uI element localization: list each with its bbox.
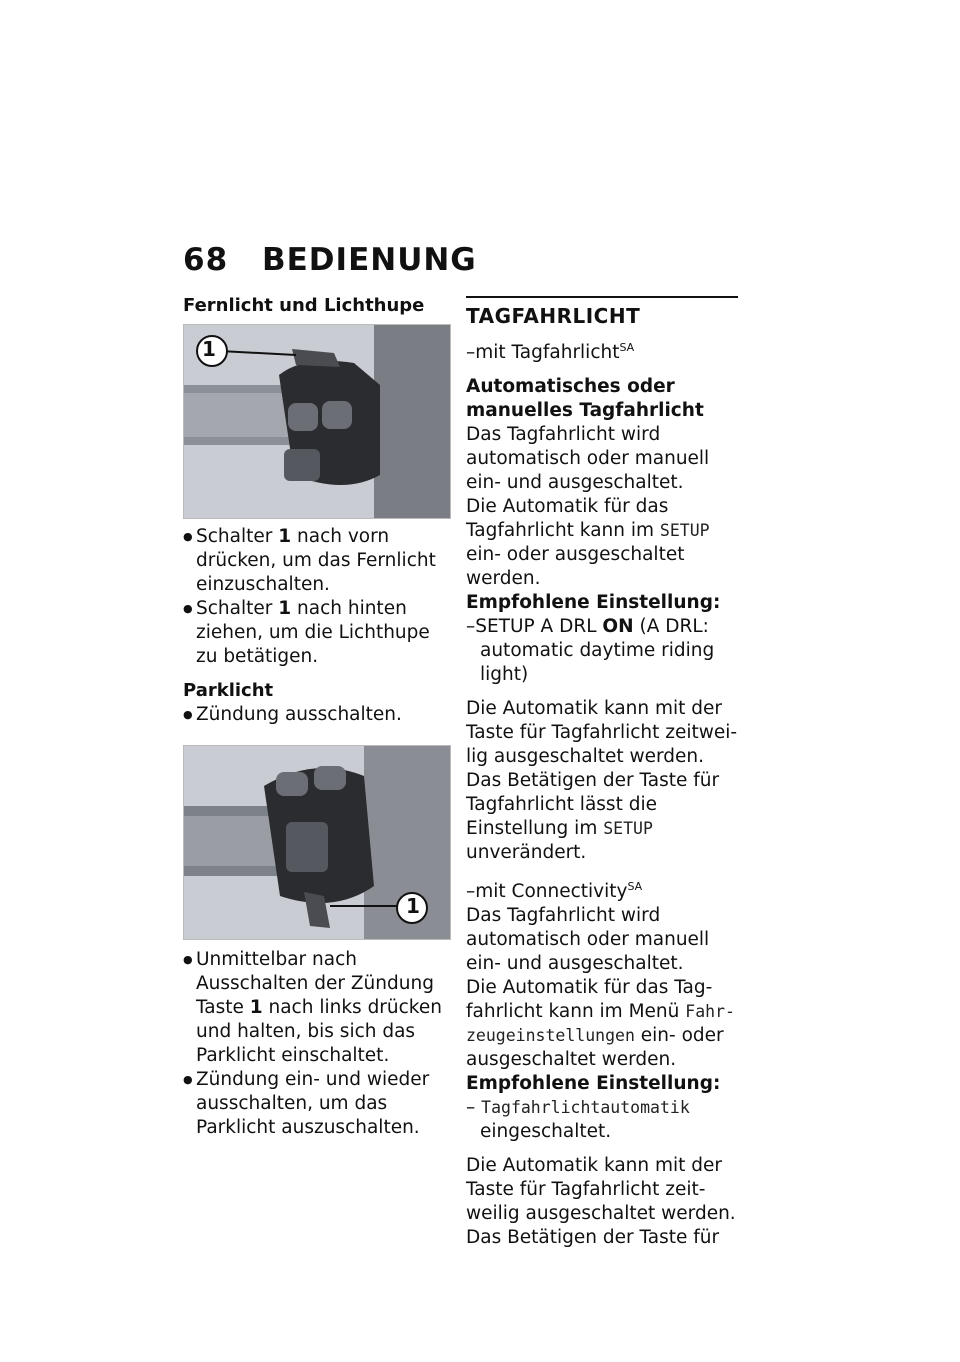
section-title-high-beam: Fernlicht und Lichthupe	[183, 295, 425, 316]
list-item: ● Schalter 1 nach vorn drücken, um das Fernlicht einzuschalten.	[183, 525, 448, 597]
recommended-setting-item: – Tagfahrlichtautomatik eingeschaltet.	[466, 1097, 690, 1143]
recommended-setting-item: –SETUP A DRL ON (A DRL: automatic daytime riding light)	[466, 616, 715, 686]
figure2-callout-label: 1	[406, 894, 420, 918]
list-item: ● Zündung ausschalten.	[183, 703, 448, 727]
high-beam-instructions	[183, 525, 448, 669]
list-item: ● Unmittelbar nach Ausschalten der Zündung Taste 1 nach links drücken und halten, bis sich das Parklicht einschaltet.	[183, 948, 448, 1068]
figure1-callout-label: 1	[202, 337, 216, 361]
section-title-daytime-light: TAGFAHRLICHT	[466, 296, 738, 328]
recommended-setting-label: Empfohlene Einstellung:	[466, 1073, 721, 1095]
paragraph: Die Automatik kann mit der Taste für Tagfahrlicht zeitweilig ausgeschaltet werden. Das Betätigen der Taste für Tagfahrlicht lässt die Einstellung im SETUP unverändert.	[466, 698, 738, 864]
parking-light-step	[183, 703, 448, 727]
list-item: ● Schalter 1 nach hinten ziehen, um die Lichthupe zu betätigen.	[183, 597, 448, 669]
figure-high-beam-switch	[183, 324, 451, 519]
equipment-note-daytime: –mit Tagfahrlicht$^{SA}$	[466, 341, 635, 364]
paragraph: Die Automatik für das Tagfahrlicht kann im SETUP ein- oder ausgeschaltet werden.	[466, 496, 710, 590]
left-column	[183, 294, 448, 1140]
right-column	[466, 294, 738, 1250]
paragraph: Die Automatik für das Tagfahrlicht kann im Menü Fahrzeugeinstellungen ein- oder ausgeschaltet werden.	[466, 977, 735, 1071]
paragraph: Das Tagfahrlicht wird automatisch oder manuell ein- und ausgeschaltet.	[466, 905, 710, 975]
list-item: ● Zündung ein- und wieder ausschalten, um das Parklicht auszuschalten.	[183, 1068, 448, 1140]
handlebar-switch-illustration	[184, 325, 450, 518]
page-number: 68	[183, 242, 229, 278]
equipment-note-connectivity: –mit Connectivity$^{SA}$	[466, 880, 643, 903]
section-title-parking-light: Parklicht	[183, 680, 274, 701]
figure-parking-light-switch	[183, 745, 451, 940]
subtitle-auto-manual: Automatisches oder manuelles Tagfahrlicht	[466, 376, 704, 422]
paragraph: Das Tagfahrlicht wird automatisch oder manuell ein- und ausgeschaltet.	[466, 424, 710, 494]
chapter-title: BEDIENUNG	[262, 242, 477, 278]
paragraph: Die Automatik kann mit der Taste für Tagfahrlicht zeitweilig ausgeschaltet werden. Das Betätigen der Taste für	[466, 1155, 736, 1249]
parking-light-instructions	[183, 948, 448, 1140]
recommended-setting-label: Empfohlene Einstellung:	[466, 592, 721, 614]
